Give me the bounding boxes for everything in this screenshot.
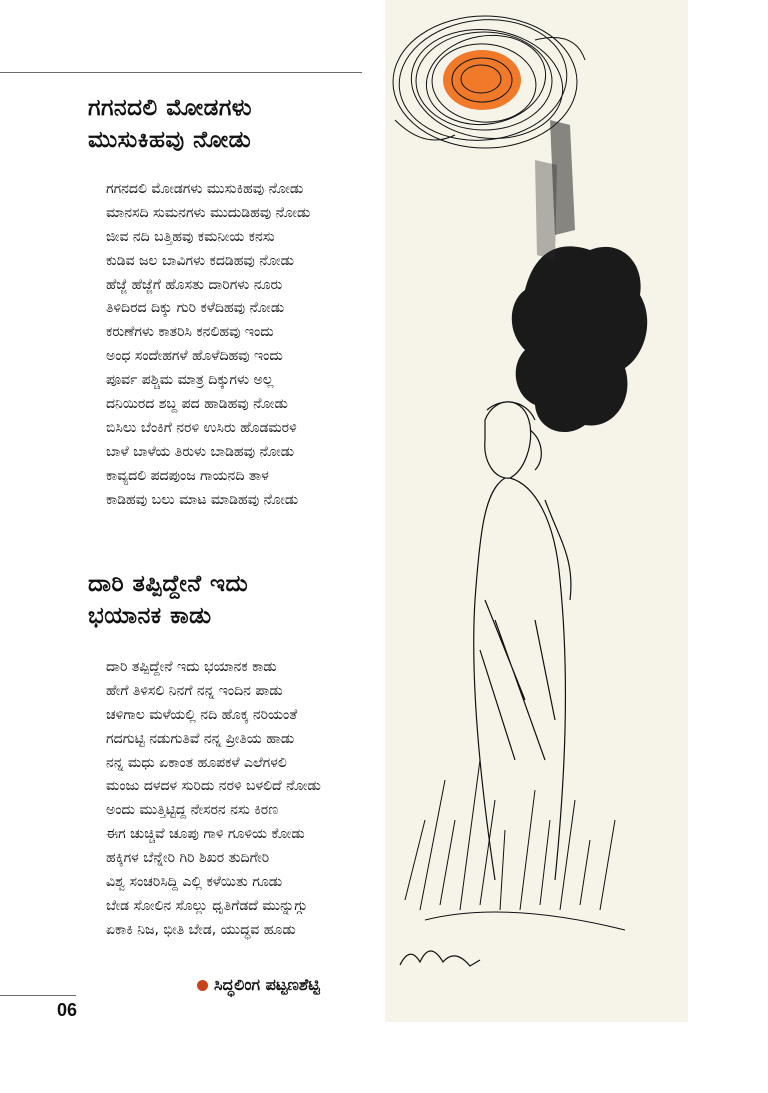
poem-line: ಅಂಧ ಸಂದೇಹಗಳೆ ಹೊಳೆದಿಹವು ಇಂದು <box>106 348 283 365</box>
poem-1-stanza <box>106 178 310 512</box>
cloud-ink-icon <box>512 120 647 432</box>
poem-line: ನನ್ನ ಮಧು ಏಕಾಂತ ಹೂಪಕಳೆ ಎಲೆಗಳಲಿ <box>106 754 287 771</box>
poem-line: ಬಿಸಿಲು ಬೆಂಕಿಗೆ ನರಳಿ ಉಸಿರು ಹೊಡಮರಳಿ <box>106 419 297 436</box>
man-figure-icon <box>474 402 571 880</box>
sun-icon <box>443 50 521 110</box>
poem-line: ಕರುಣೆಗಳು ಕಾತರಿಸಿ ಕನಲಿಹವು ಇಂದು <box>106 324 274 341</box>
author-name: ಸಿದ್ಧಲಿಂಗ ಪಟ್ಟಣಶೆಟ್ಟಿ <box>214 975 320 994</box>
artist-signature-icon <box>400 951 480 966</box>
poem-line: ಜೀವ ನದಿ ಬತ್ತಿಹವು ಕಮನೀಯ ಕನಸು <box>106 228 275 245</box>
poem-line: ಪೂರ್ವ ಪಶ್ಚಿಮ ಮಾತ್ರ ದಿಕ್ಕುಗಳು ಅಲ್ಲ <box>106 372 274 389</box>
poem-line: ಹಕ್ಕಿಗಳ ಬೆನ್ನೇರಿ ಗಿರಿ ಶಿಖರ ತುದಿಗೇರಿ <box>106 850 270 867</box>
page-number: 06 <box>57 1000 78 1020</box>
poem-line: ವಿಶ್ವ ಸಂಚರಿಸಿದ್ದಿ ಎಲ್ಲಿ ಕಳೆಯಿತು ಗೂಡು <box>106 874 283 891</box>
top-divider <box>0 72 362 73</box>
poem-line: ಮಾನಸದಿ ಸುಮನಗಳು ಮುದುಡಿಹವು ನೋಡು <box>106 204 311 221</box>
poem-line: ತಿಳಿದಿರದ ದಿಕ್ಕು ಗುರಿ ಕಳೆದಿಹವು ನೋಡು <box>106 300 285 317</box>
author-credit <box>197 975 320 995</box>
poem-2-title <box>88 568 248 632</box>
poem-line: ಕುಡಿವ ಜಲ ಬಾವಿಗಳು ಕದಡಿಹವು ನೋಡು <box>106 252 294 269</box>
poem-line: ದನಿಯಿರದ ಶಬ್ದ ಪದ ಹಾಡಿಹವು ನೋಡು <box>106 396 288 413</box>
poem-2-title-line: ದಾರಿ ತಪ್ಪಿದ್ದೇನೆ ಇದು <box>88 571 249 597</box>
poem-1-title-line: ಗಗನದಲಿ ಮೋಡಗಳು <box>88 95 253 121</box>
grass-icon <box>405 760 625 930</box>
poem-line: ಕಾವ್ಯದಲಿ ಪದಪುಂಜ ಗಾಯನದಿ ತಾಳ <box>106 467 269 484</box>
poem-line: ಹೇಗೆ ತಿಳಿಸಲಿ ನಿನಗೆ ನನ್ನ ಇಂದಿನ ಪಾಡು <box>106 682 283 699</box>
poem-line: ಹೆಜ್ಜೆ ಹೆಜ್ಜೆಗೆ ಹೊಸತು ದಾರಿಗಳು ನೂರು <box>106 276 283 293</box>
poem-1-title-line: ಮುಸುಕಿಹವು ನೋಡು <box>88 127 252 153</box>
poem-line: ಏಕಾಕಿ ನಿಜ, ಭೀತಿ ಬೇಡ, ಯುದ್ಧವ ಹೂಡು <box>106 921 296 938</box>
illustration-panel <box>385 0 688 1022</box>
illustration <box>385 0 688 1022</box>
poem-line: ಚಳಿಗಾಲ ಮಳೆಯಲ್ಲಿ ನದಿ ಹೊಕ್ಕ ನರಿಯಂತೆ <box>106 706 298 723</box>
poem-line: ದಾರಿ ತಪ್ಪಿದ್ದೇನೆ ಇದು ಭಯಾನಕ ಕಾಡು <box>106 659 277 675</box>
bottom-divider <box>0 995 76 996</box>
poem-1-title <box>88 92 252 156</box>
poem-2-stanza <box>106 656 321 943</box>
poem-line: ಬಾಳೆ ಬಾಳೆಯ ತಿರುಳು ಬಾಡಿಹವು ನೋಡು <box>106 443 295 460</box>
poem-2-title-line: ಭಯಾನಕ ಕಾಡು <box>88 603 212 629</box>
poem-line: ಗದಗುಟ್ಟಿ ನಡುಗುತಿವೆ ನನ್ನ ಪ್ರೀತಿಯ ಹಾಡು <box>106 730 295 747</box>
poem-line: ಅಂದು ಮುತ್ತಿಟ್ಟಿದ್ದ ನೇಸರನ ನಸು ಕಿರಣ <box>106 802 279 819</box>
poem-line: ಕಾಡಿಹವು ಬಲು ಮಾಟ ಮಾಡಿಹವು ನೋಡು <box>106 491 299 508</box>
poem-line: ಈಗ ಚುಚ್ಚಿವೆ ಚೂಪು ಗಾಳಿ ಗೂಳಿಯ ಕೋಡು <box>106 826 305 843</box>
poem-line: ಬೇಡ ಸೋಲಿನ ಸೊಲ್ಲು ಧೃತಿಗೆಡದೆ ಮುನ್ನುಗ್ಗು <box>106 897 308 914</box>
poem-line: ಮಂಜು ದಳದಳ ಸುರಿದು ನರಳಿ ಬಳಲಿದೆ ನೋಡು <box>106 778 321 795</box>
bullet-icon <box>197 980 208 991</box>
poem-line: ಗಗನದಲಿ ಮೋಡಗಳು ಮುಸುಕಿಹವು ನೋಡು <box>106 181 304 197</box>
